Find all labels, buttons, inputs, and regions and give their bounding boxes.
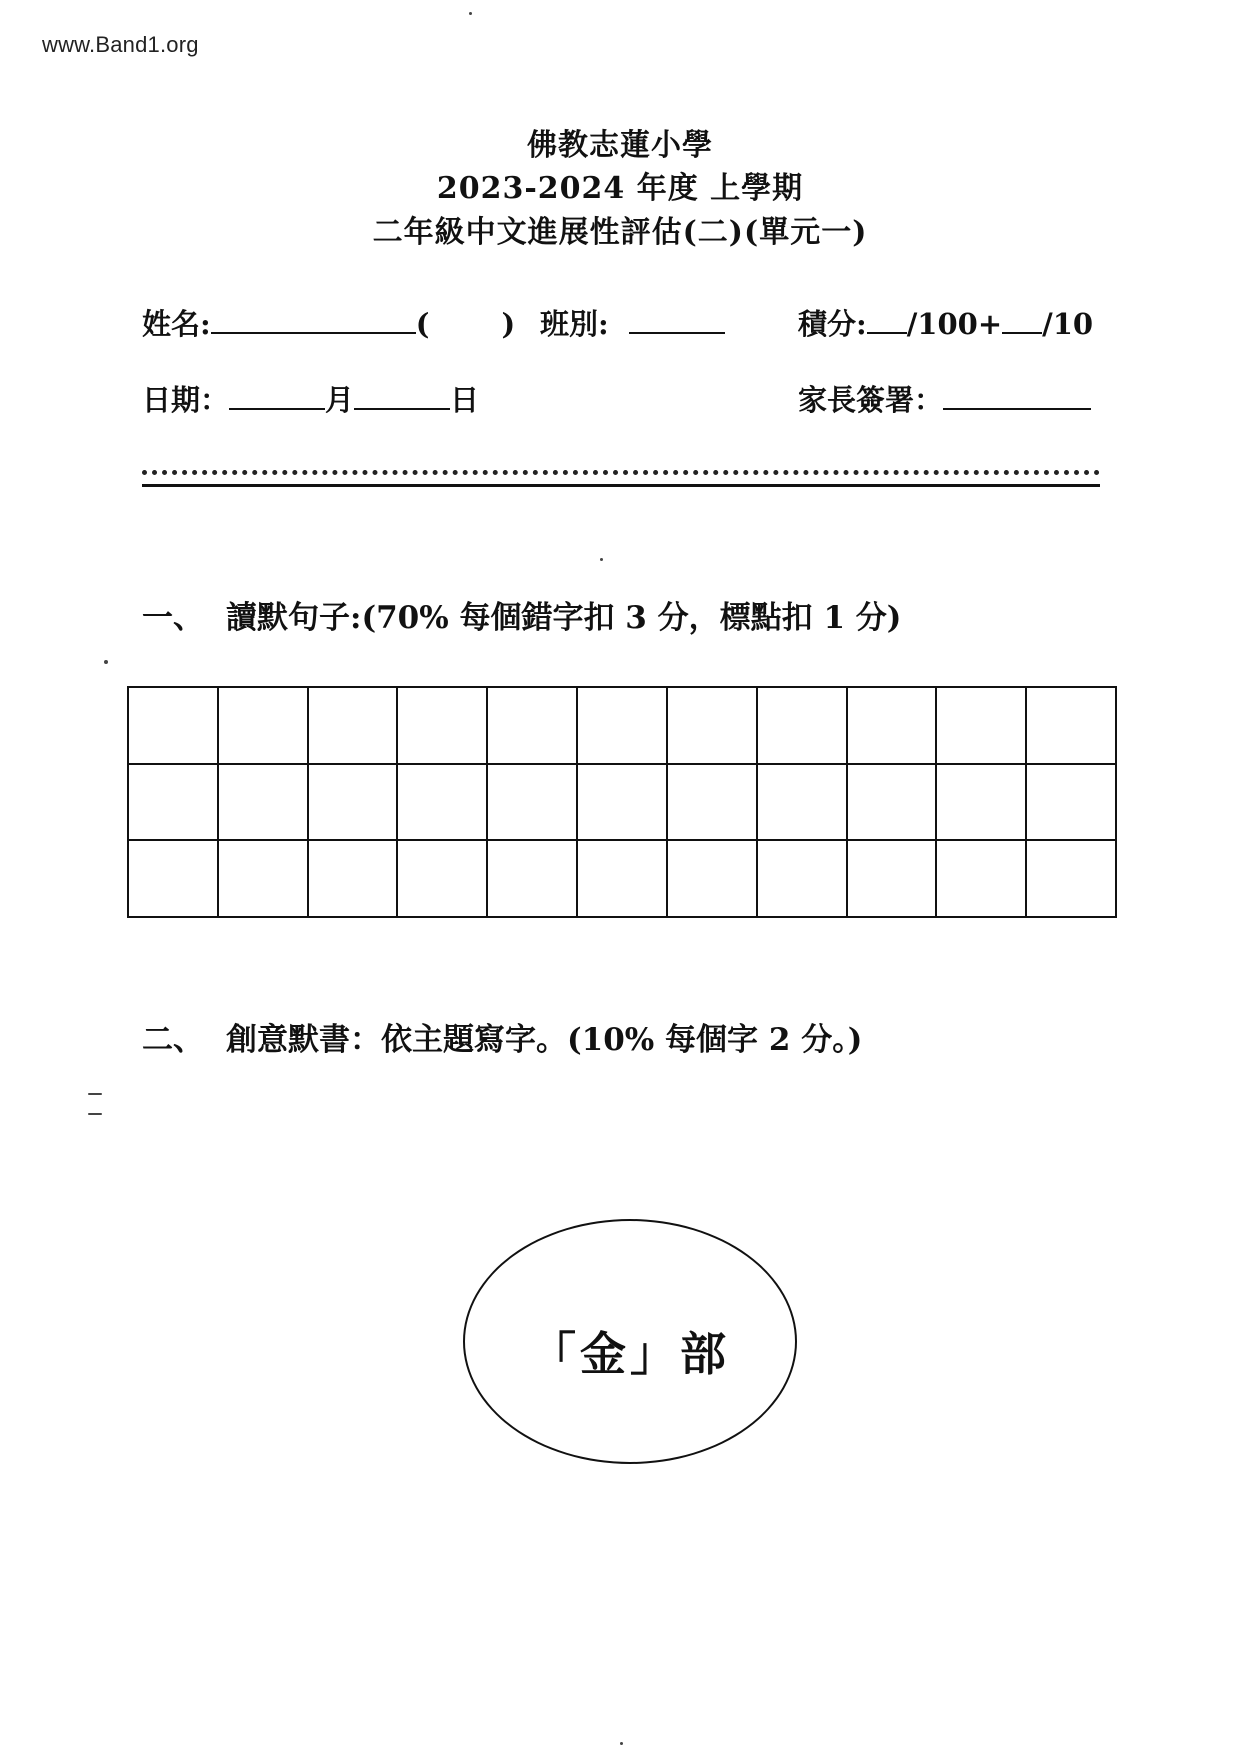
score-blank[interactable]: [867, 308, 907, 334]
dotted-separator: [142, 470, 1100, 475]
school-name: 佛教志蓮小學: [527, 128, 713, 163]
grid-cell[interactable]: [308, 687, 398, 764]
grid-cell[interactable]: [128, 840, 218, 917]
scan-speck: [620, 1742, 623, 1745]
grid-cell[interactable]: [936, 687, 1026, 764]
scan-speck: [600, 558, 603, 561]
writing-grid: [127, 686, 1117, 918]
grid-cell[interactable]: [1026, 687, 1116, 764]
section-2-number: 二、: [142, 1022, 204, 1058]
score-total: /100+: [906, 307, 1003, 341]
grid-cell[interactable]: [1026, 764, 1116, 841]
grid-cell[interactable]: [577, 687, 667, 764]
class-blank[interactable]: [629, 308, 725, 334]
grid-cell[interactable]: [667, 687, 757, 764]
grid-cell[interactable]: [757, 840, 847, 917]
grid-cell[interactable]: [487, 840, 577, 917]
grid-cell[interactable]: [577, 840, 667, 917]
grid-cell[interactable]: [487, 687, 577, 764]
score-field: [798, 302, 1093, 343]
grid-cell[interactable]: [218, 764, 308, 841]
scan-speck: [104, 660, 108, 664]
month-label: 月: [325, 383, 355, 417]
grid-cell[interactable]: [757, 687, 847, 764]
score-bonus: /10: [1042, 307, 1094, 341]
grid-cell[interactable]: [308, 764, 398, 841]
day-label: 日: [450, 383, 480, 417]
grid-cell[interactable]: [936, 764, 1026, 841]
grid-cell[interactable]: [936, 840, 1026, 917]
month-blank[interactable]: [229, 384, 325, 410]
grid-cell[interactable]: [847, 687, 937, 764]
watermark: www.Band1.org: [42, 32, 199, 57]
grid-row: [128, 764, 1116, 841]
grid-cell[interactable]: [667, 764, 757, 841]
grid-cell[interactable]: [847, 840, 937, 917]
grid-cell[interactable]: [128, 687, 218, 764]
grid-cell[interactable]: [397, 764, 487, 841]
theme-text: 「金」部: [530, 1327, 730, 1381]
section-1-number: 一、: [142, 600, 204, 636]
scan-speck: [88, 1093, 102, 1095]
grid-cell[interactable]: [1026, 840, 1116, 917]
section-2-text: 創意默書：依主題寫字。(10% 每個字 2 分。): [226, 1022, 863, 1058]
grid-cell[interactable]: [577, 764, 667, 841]
solid-separator: [142, 484, 1100, 487]
exam-title: 二年級中文進展性評估(二)(單元一): [372, 215, 868, 250]
scan-speck: [88, 1113, 102, 1115]
grid-cell[interactable]: [397, 840, 487, 917]
name-field: [142, 302, 515, 343]
school-year-term: 2023-2024 年度 上學期: [436, 171, 804, 206]
section-2-heading: [142, 1014, 862, 1059]
day-blank[interactable]: [354, 384, 450, 410]
parent-signature-label: 家長簽署：: [798, 383, 944, 417]
scan-speck: [469, 12, 472, 15]
class-number-open-paren: (: [415, 307, 430, 341]
parent-signature-blank[interactable]: [943, 384, 1091, 410]
grid-cell[interactable]: [308, 840, 398, 917]
grid-cell[interactable]: [847, 764, 937, 841]
grid-cell[interactable]: [667, 840, 757, 917]
grid-cell[interactable]: [218, 840, 308, 917]
class-number-close-paren: ): [501, 307, 516, 341]
class-label: 班別:: [540, 307, 609, 341]
section-1-heading: [142, 592, 901, 637]
grid-cell[interactable]: [218, 687, 308, 764]
grid-cell[interactable]: [128, 764, 218, 841]
score-label: 積分:: [798, 307, 867, 341]
grid-row: [128, 840, 1116, 917]
grid-cell[interactable]: [757, 764, 847, 841]
grid-cell[interactable]: [397, 687, 487, 764]
grid-cell[interactable]: [487, 764, 577, 841]
grid-row: [128, 687, 1116, 764]
date-field: [142, 378, 479, 419]
bonus-blank[interactable]: [1002, 308, 1042, 334]
parent-signature-field: [798, 378, 1091, 419]
class-field: [540, 302, 725, 343]
date-label: 日期：: [142, 383, 230, 417]
name-blank[interactable]: [211, 308, 416, 334]
name-label: 姓名:: [142, 307, 211, 341]
section-1-text: 讀默句子:(70% 每個錯字扣 3 分，標點扣 1 分): [226, 600, 902, 636]
